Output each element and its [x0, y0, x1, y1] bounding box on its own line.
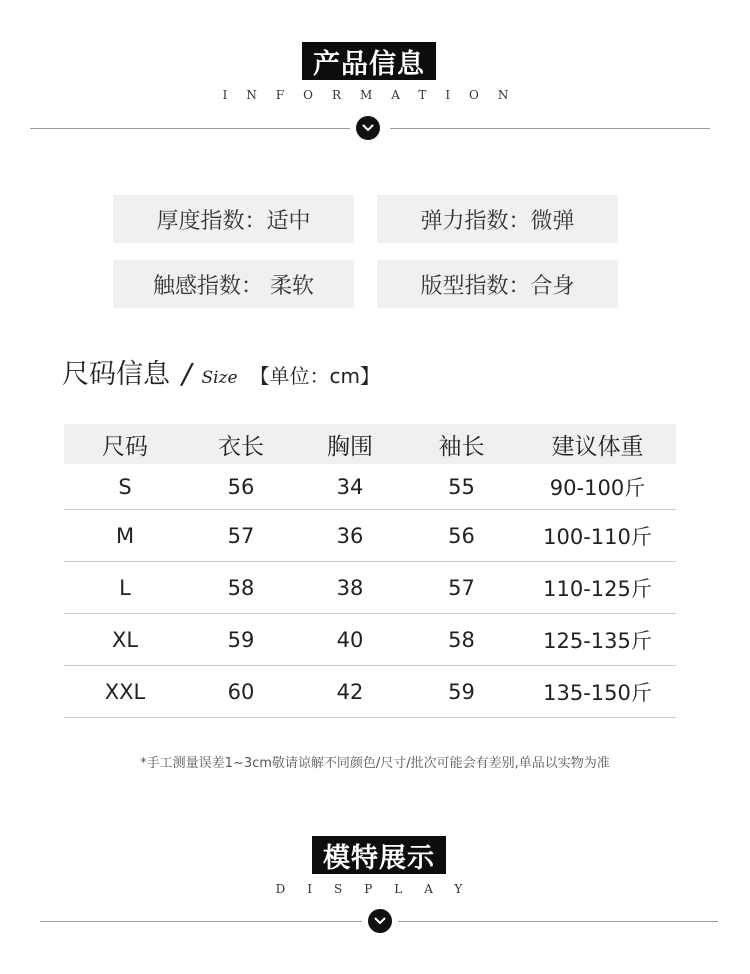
table-row [64, 666, 676, 718]
cell-sleeve: 58 [448, 627, 475, 652]
table-row [64, 510, 676, 562]
table-header [64, 424, 676, 464]
cell-chest: 40 [336, 627, 364, 652]
cell-chest: 38 [336, 575, 364, 600]
cell-chest: 34 [336, 474, 364, 499]
divider-right [390, 128, 710, 129]
size-heading-unit: 【单位：cm】 [249, 364, 381, 388]
size-heading [62, 352, 380, 392]
cell-chest: 42 [336, 679, 364, 704]
cell-weight: 100-110斤 [543, 524, 652, 549]
header-length: 衣长 [218, 433, 264, 460]
info-section-title: 产品信息 [302, 42, 436, 80]
cell-sleeve: 56 [448, 523, 475, 548]
cell-length: 59 [227, 627, 255, 652]
size-heading-en: Size [201, 368, 238, 388]
cell-sleeve: 59 [448, 679, 475, 704]
cell-weight: 125-135斤 [543, 628, 652, 653]
cell-length: 56 [227, 474, 255, 499]
info-section-subtitle: INFORMATION [222, 88, 528, 102]
header-size: 尺码 [102, 433, 148, 460]
cell-length: 57 [227, 523, 255, 548]
display-section-subtitle: DISPLAY [275, 882, 485, 896]
cell-size: S [118, 474, 132, 499]
display-section-title: 模特展示 [312, 836, 446, 874]
table-row [64, 614, 676, 666]
divider-left [40, 921, 362, 922]
divider-left [30, 128, 350, 129]
cell-sleeve: 57 [448, 575, 475, 600]
cell-weight: 110-125斤 [543, 576, 652, 601]
attr-thickness: 厚度指数：适中 [113, 195, 354, 243]
cell-weight: 135-150斤 [543, 680, 652, 705]
cell-length: 60 [227, 679, 255, 704]
chevron-down-icon [356, 116, 380, 140]
cell-size: M [115, 523, 135, 548]
attr-fit: 版型指数：合身 [377, 260, 618, 308]
header-weight: 建议体重 [551, 433, 644, 460]
cell-chest: 36 [336, 523, 364, 548]
cell-length: 58 [227, 575, 255, 600]
measurement-note: *手工测量误差1~3cm敬请谅解不同颜色/尺寸/批次可能会有差别,单品以实物为准 [140, 756, 610, 771]
header-sleeve: 袖长 [438, 433, 485, 460]
cell-sleeve: 55 [448, 474, 475, 499]
size-heading-title: 尺码信息 [62, 359, 170, 390]
cell-size: L [119, 575, 131, 600]
cell-size: XL [111, 627, 139, 652]
size-heading-slash: / [182, 357, 192, 390]
divider-right [398, 921, 718, 922]
chevron-down-icon [368, 909, 392, 933]
header-chest: 胸围 [327, 433, 373, 460]
table-row [64, 562, 676, 614]
attr-touch: 触感指数： 柔软 [113, 260, 354, 308]
cell-weight: 90-100斤 [549, 475, 646, 500]
table-row [64, 464, 676, 510]
attr-elasticity: 弹力指数：微弹 [377, 195, 618, 243]
size-table [64, 424, 676, 718]
cell-size: XXL [104, 679, 146, 704]
